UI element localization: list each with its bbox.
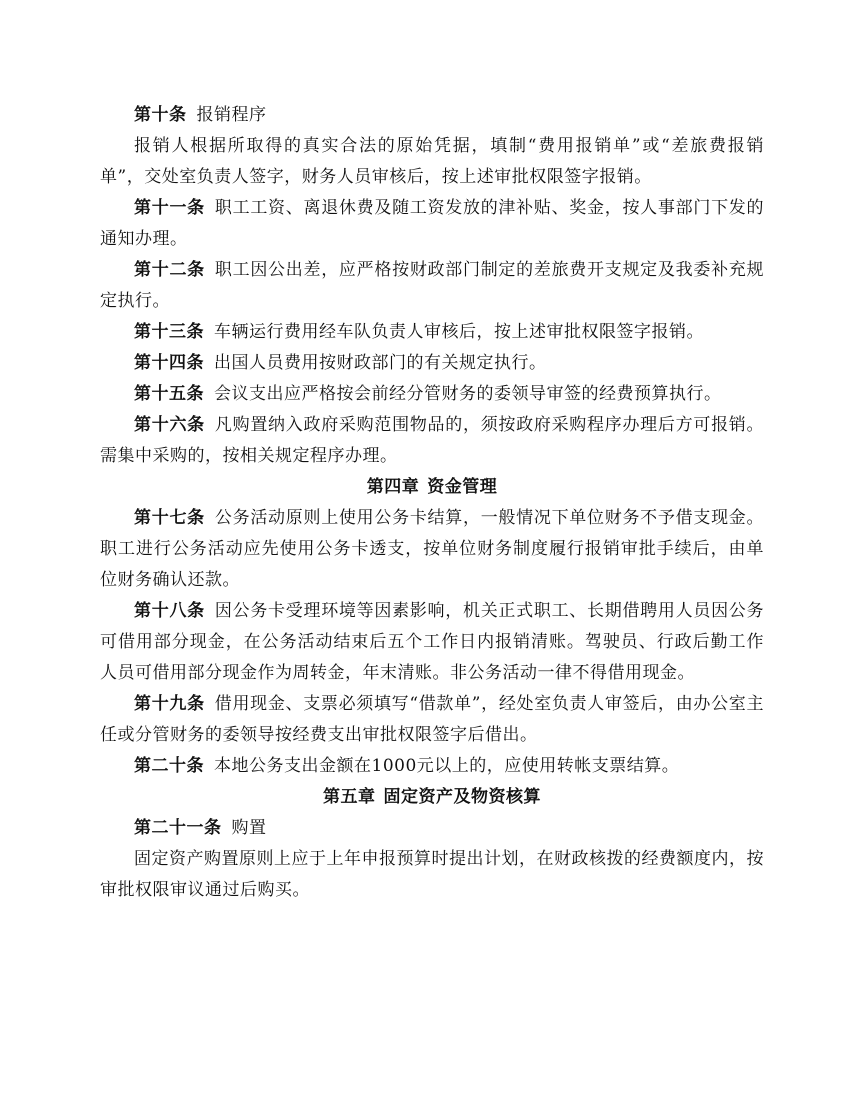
article-text: 职工工资、离退休费及随工资发放的津补贴、奖金，按人事部门下发的通知办理。	[100, 198, 765, 249]
chapter-number: 第四章	[366, 477, 420, 497]
article-label: 第十条	[134, 105, 187, 125]
article-label: 第二十一条	[134, 818, 222, 838]
article-18	[100, 596, 764, 689]
chapter-title: 资金管理	[427, 477, 498, 497]
article-label: 第十七条	[134, 508, 205, 528]
chapter-number: 第五章	[323, 787, 376, 807]
article-label: 第十一条	[134, 198, 205, 218]
article-label: 第十九条	[134, 694, 205, 714]
article-label: 第十二条	[134, 260, 205, 280]
article-label: 第十五条	[134, 384, 204, 404]
article-label: 第十三条	[134, 322, 204, 342]
article-text: 报销人根据所取得的真实合法的原始凭据，填制“费用报销单”或“差旅费报销单”，交处室负责人签字，财务人员审核后，按上述审批权限签字报销。	[100, 136, 764, 187]
article-19	[100, 689, 764, 751]
article-text: 报销程序	[196, 105, 267, 125]
article-13	[100, 317, 764, 348]
document-page	[100, 100, 764, 906]
article-17	[100, 503, 764, 596]
article-text: 车辆运行费用经车队负责人审核后，按上述审批权限签字报销。	[214, 322, 704, 342]
article-text: 固定资产购置原则上应于上年申报预算时提出计划，在财政核拨的经费额度内，按审批权限审议通过后购买。	[100, 849, 764, 900]
article-10-body	[100, 131, 764, 193]
article-21-body	[100, 844, 764, 906]
article-text: 出国人员费用按财政部门的有关规定执行。	[214, 353, 547, 373]
chapter-title: 固定资产及物资核算	[383, 787, 541, 807]
article-15	[100, 379, 764, 410]
article-label: 第十六条	[134, 415, 205, 435]
article-text: 因公务卡受理环境等因素影响，机关正式职工、长期借聘用人员因公务可借用部分现金，在公务活动结束后五个工作日内报销清账。驾驶员、行政后勤工作人员可借用部分现金作为周转金，年末清账。非公务活动一律不得借用现金。	[100, 601, 765, 683]
article-text: 公务活动原则上使用公务卡结算，一般情况下单位财务不予借支现金。职工进行公务活动应先使用公务卡透支，按单位财务制度履行报销审批手续后，由单位财务确认还款。	[100, 508, 765, 590]
article-14	[100, 348, 764, 379]
chapter-5-heading	[100, 782, 764, 813]
article-12	[100, 255, 764, 317]
article-label: 第十八条	[134, 601, 205, 621]
article-16	[100, 410, 764, 472]
article-text: 本地公务支出金额在1000元以上的，应使用转帐支票结算。	[214, 756, 680, 776]
article-text: 购置	[231, 818, 267, 838]
chapter-4-heading	[100, 472, 764, 503]
article-11	[100, 193, 764, 255]
article-text: 会议支出应严格按会前经分管财务的委领导审签的经费预算执行。	[214, 384, 722, 404]
article-label: 第二十条	[134, 756, 204, 776]
article-text: 借用现金、支票必须填写“借款单”，经处室负责人审签后，由办公室主任或分管财务的委领导按经费支出审批权限签字后借出。	[100, 694, 765, 745]
article-10	[100, 100, 764, 131]
article-21	[100, 813, 764, 844]
article-text: 凡购置纳入政府采购范围物品的，须按政府采购程序办理后方可报销。需集中采购的，按相关规定程序办理。	[100, 415, 765, 466]
article-text: 职工因公出差，应严格按财政部门制定的差旅费开支规定及我委补充规定执行。	[100, 260, 765, 311]
article-label: 第十四条	[134, 353, 204, 373]
article-20	[100, 751, 764, 782]
